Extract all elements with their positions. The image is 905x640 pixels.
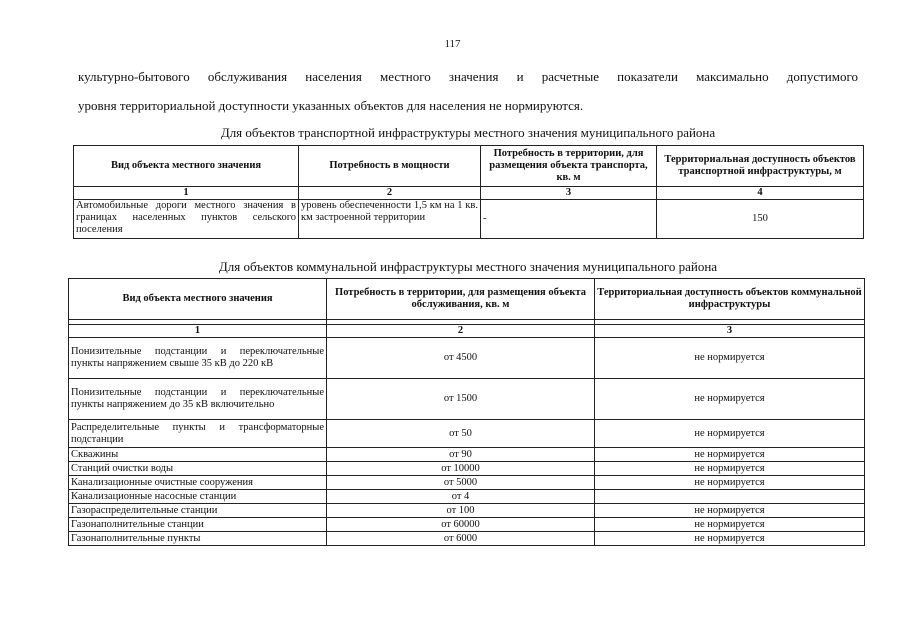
column-header: Потребность в территории, для размещения объекта транспорта, кв. м	[481, 146, 657, 187]
intro-line-2: уровня территориальной доступности указанных объектов для населения не нормируются.	[78, 98, 584, 113]
column-header: Вид объекта местного значения	[74, 146, 299, 187]
table-cell: Понизительные подстанции и переключательные пункты напряжением свыше 35 кВ до 220 кВ	[69, 338, 327, 379]
table-row	[74, 200, 864, 239]
table-cell: уровень обеспеченности 1,5 км на 1 кв. км застроенной территории	[299, 200, 481, 239]
table-cell: -	[481, 200, 657, 239]
column-number: 2	[299, 187, 481, 200]
column-number-row	[74, 187, 864, 200]
table-cell: от 4500	[327, 338, 595, 379]
column-number: 4	[657, 187, 864, 200]
column-header: Вид объекта местного значения	[69, 279, 327, 320]
table-cell: Газонаполнительные станции	[69, 518, 327, 532]
table-row	[69, 532, 865, 546]
table-cell: от 90	[327, 448, 595, 462]
table-cell: не нормируется	[595, 462, 865, 476]
table-cell: от 5000	[327, 476, 595, 490]
table-cell: Распределительные пункты и трансформаторные подстанции	[69, 420, 327, 448]
table-cell: не нормируется	[595, 504, 865, 518]
communal-table	[68, 278, 865, 546]
table-cell: не нормируется	[595, 338, 865, 379]
table-row	[69, 518, 865, 532]
table-row	[69, 476, 865, 490]
column-header: Территориальная доступность объектов коммунальной инфраструктуры	[595, 279, 865, 320]
table-cell: не нормируется	[595, 518, 865, 532]
table-cell: от 60000	[327, 518, 595, 532]
table-row	[69, 338, 865, 379]
page-number: 117	[444, 38, 461, 50]
table-cell: не нормируется	[595, 379, 865, 420]
table-row	[69, 490, 865, 504]
intro-line-1: культурно-бытового обслуживания населения местного значения и расчетные показатели максимально допустимого	[78, 69, 858, 84]
column-header: Потребность в территории, для размещения объекта обслуживания, кв. м	[327, 279, 595, 320]
table-cell: Станций очистки воды	[69, 462, 327, 476]
table-cell: от 10000	[327, 462, 595, 476]
table-header-row	[69, 279, 865, 320]
table-cell: от 100	[327, 504, 595, 518]
column-number: 2	[327, 325, 595, 338]
table-cell: Скважины	[69, 448, 327, 462]
column-number: 3	[481, 187, 657, 200]
intro-paragraph	[78, 62, 858, 120]
table-cell: от 4	[327, 490, 595, 504]
table-cell: Понизительные подстанции и переключательные пункты напряжением до 35 кВ включительно	[69, 379, 327, 420]
column-header: Территориальная доступность объектов транспортной инфраструктуры, м	[657, 146, 864, 187]
column-header: Потребность в мощности	[299, 146, 481, 187]
table-row	[69, 462, 865, 476]
column-number: 3	[595, 325, 865, 338]
table-row	[69, 420, 865, 448]
column-number: 1	[69, 325, 327, 338]
table-cell: 150	[657, 200, 864, 239]
table-header-row	[74, 146, 864, 187]
transport-table	[73, 145, 864, 239]
table-cell: от 6000	[327, 532, 595, 546]
table-row	[69, 379, 865, 420]
table-cell: не нормируется	[595, 476, 865, 490]
communal-table-caption: Для объектов коммунальной инфраструктуры местного значения муниципального района	[218, 259, 718, 274]
column-number: 1	[74, 187, 299, 200]
table-cell: Газораспределительные станции	[69, 504, 327, 518]
table-cell: от 50	[327, 420, 595, 448]
table-cell: Канализационные насосные станции	[69, 490, 327, 504]
table-cell: Канализационные очистные сооружения	[69, 476, 327, 490]
table-cell: не нормируется	[595, 532, 865, 546]
table-cell: Автомобильные дороги местного значения в границах населенных пунктов сельского поселения	[74, 200, 299, 239]
table-cell: не нормируется	[595, 420, 865, 448]
table-cell: Газонаполнительные пункты	[69, 532, 327, 546]
table-cell: от 1500	[327, 379, 595, 420]
table-row	[69, 504, 865, 518]
table-cell	[595, 490, 865, 504]
transport-table-caption: Для объектов транспортной инфраструктуры местного значения муниципального района	[220, 125, 716, 140]
table-cell: не нормируется	[595, 448, 865, 462]
table-row	[69, 448, 865, 462]
column-number-row	[69, 325, 865, 338]
